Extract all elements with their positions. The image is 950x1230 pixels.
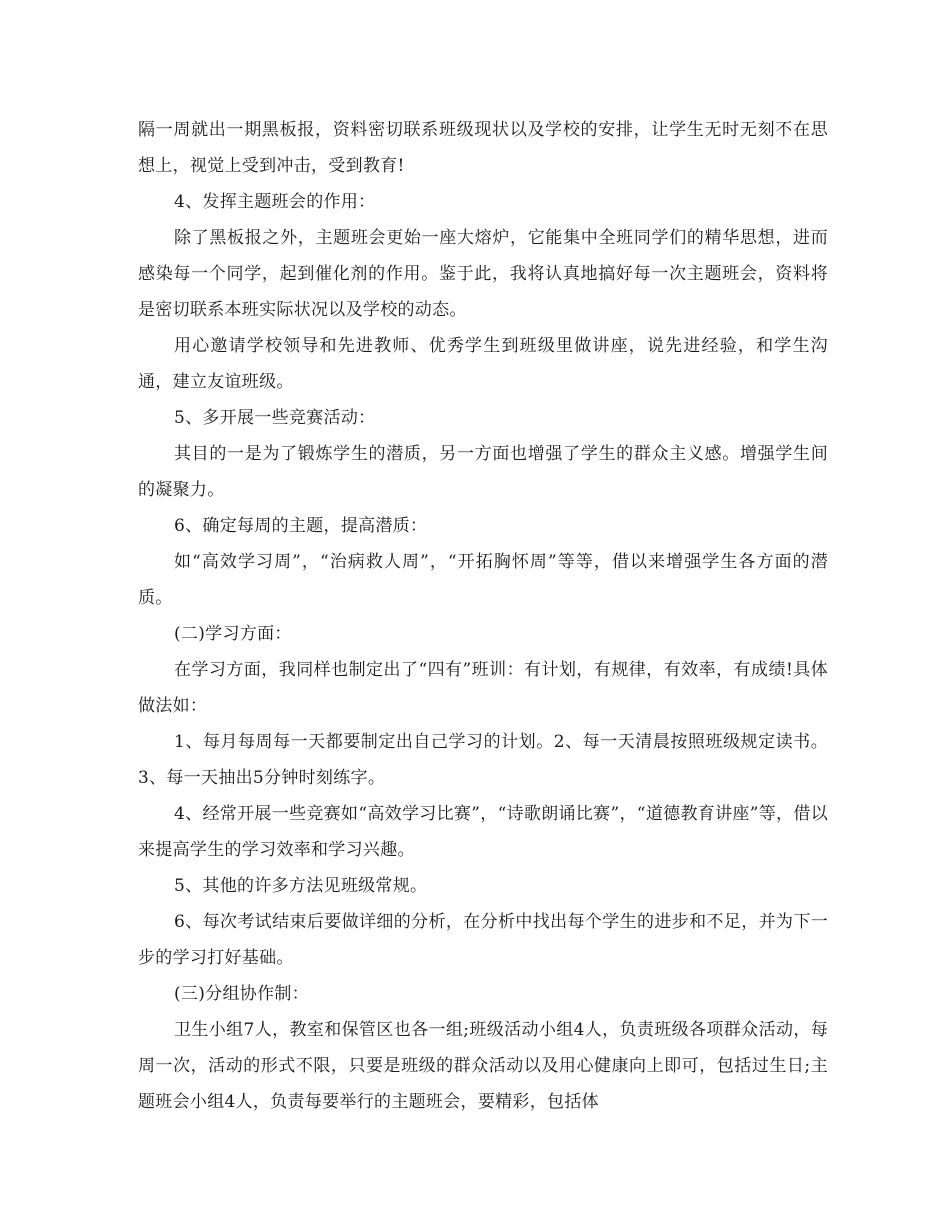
section-heading: (三)分组协作制： xyxy=(174,984,309,1004)
section-heading: (二)学习方面： xyxy=(174,624,292,644)
paragraph: 卫生小组7人，教室和保管区也各一组;班级活动小组4人，负责班级各项群众活动，每周一次，活动的形式不限，只要是班级的群众活动以及用心健康向上即可，包括过生日;主题班会小组4人，负责每要举行的主题班会，要精彩，包括体 xyxy=(138,1020,828,1112)
paragraph: 除了黑板报之外，主题班会更始一座大熔炉，它能集中全班同学们的精华思想，进而感染每一个同学，起到催化剂的作用。鉴于此，我将认真地搞好每一次主题班会，资料将是密切联系本班实际状况以及学校的动态。 xyxy=(138,228,828,320)
paragraph: 6、确定每周的主题，提高潜质： xyxy=(174,516,428,536)
paragraph: 隔一周就出一期黑板报，资料密切联系班级现状以及学校的安排，让学生无时无刻不在思想上，视觉上受到冲击，受到教育! xyxy=(138,120,828,176)
paragraph: 6、每次考试结束后要做详细的分析，在分析中找出每个学生的进步和不足，并为下一步的学习打好基础。 xyxy=(138,912,828,968)
document-body xyxy=(138,112,828,1120)
paragraph: 4、经常开展一些竞赛如“高效学习比赛”，“诗歌朗诵比赛”，“道德教育讲座”等，借以来提高学生的学习效率和学习兴趣。 xyxy=(138,804,828,860)
paragraph: 4、发挥主题班会的作用： xyxy=(174,192,376,212)
paragraph: 如“高效学习周”，“治病救人周”，“开拓胸怀周”等等，借以来增强学生各方面的潜质。 xyxy=(138,552,828,608)
paragraph: 其目的一是为了锻炼学生的潜质，另一方面也增强了学生的群众主义感。增强学生间的凝聚力。 xyxy=(138,444,828,500)
paragraph: 5、多开展一些竞赛活动： xyxy=(174,408,376,428)
paragraph: 用心邀请学校领导和先进教师、优秀学生到班级里做讲座，说先进经验，和学生沟通，建立友谊班级。 xyxy=(138,336,828,392)
paragraph: 5、其他的许多方法见班级常规。 xyxy=(174,876,428,896)
paragraph: 在学习方面，我同样也制定出了“四有”班训：有计划，有规律，有效率，有成绩!具体做法如： xyxy=(138,660,828,716)
paragraph: 1、每月每周每一天都要制定出自己学习的计划。2、每一天清晨按照班级规定读书。3、每一天抽出5分钟时刻练字。 xyxy=(138,732,828,788)
